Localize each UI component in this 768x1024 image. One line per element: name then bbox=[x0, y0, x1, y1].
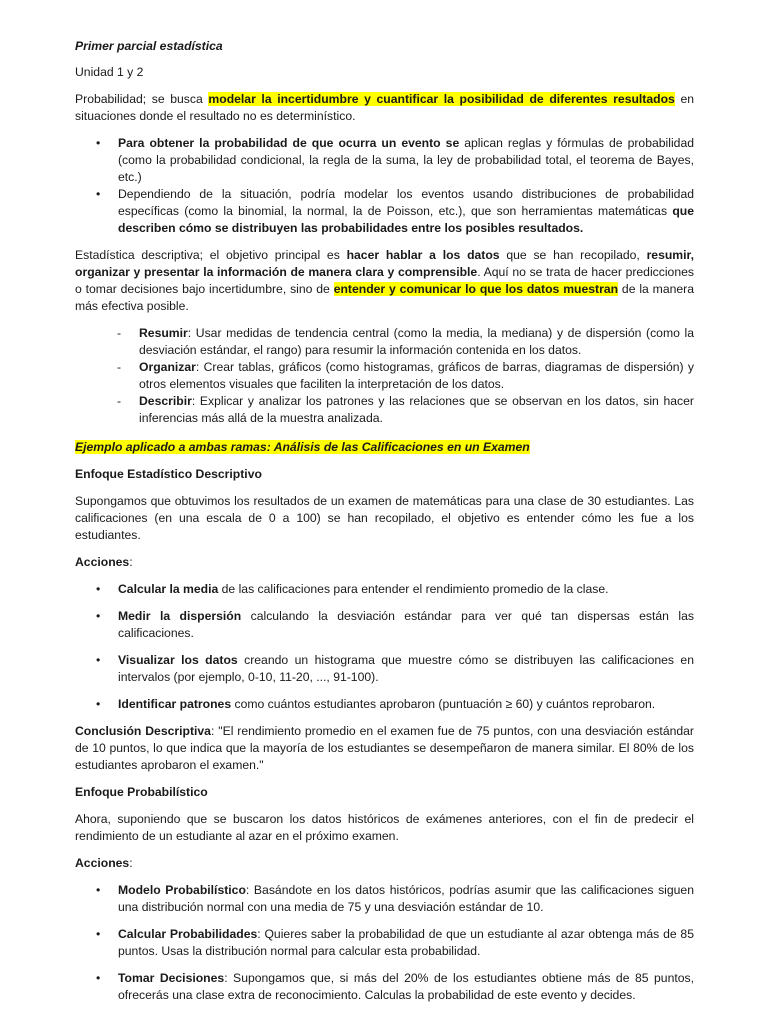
action-text: calculando la desviación estándar para ver qué tan dispersas están las calificaciones. bbox=[118, 609, 694, 640]
descriptive-conclusion bbox=[75, 723, 694, 774]
action-text: : Basándote en los datos históricos, podrías asumir que las calificaciones siguen una distribución normal con una media de 75 y una desviación estándar de 10. bbox=[118, 883, 694, 914]
list-item bbox=[75, 652, 694, 686]
descriptive-dash-list bbox=[75, 325, 694, 427]
actions-label-text: Acciones bbox=[75, 555, 130, 569]
list-item bbox=[75, 882, 694, 916]
item-text: : Crear tablas, gráficos (como histogramas, gráficos de barras, diagramas de dispersión) y otros elementos visuales que faciliten la interpretación de los datos. bbox=[139, 360, 694, 391]
example-title-text: Ejemplo aplicado a ambas ramas: Análisis de las Calificaciones en un Examen bbox=[75, 440, 530, 454]
bold-span: resumir, organizar y presentar la información de manera clara y comprensible bbox=[75, 248, 694, 279]
action-bold: Calcular Probabilidades bbox=[118, 927, 258, 941]
action-text: : Quieres saber la probabilidad de que un estudiante al azar obtenga más de 85 puntos. Usas la distribución normal para calcular esta probabilidad. bbox=[118, 927, 694, 958]
probabilistic-actions-label: Acciones: bbox=[75, 856, 133, 870]
probability-intro: Probabilidad; se busca bbox=[75, 92, 209, 106]
page-title: Primer parcial estadística bbox=[75, 39, 223, 53]
probabilistic-intro: Ahora, suponiendo que se buscaron los datos históricos de exámenes anteriores, con el fin de predecir el rendimiento de un estudiante al azar en el próximo examen. bbox=[75, 812, 694, 843]
conclusion-text: : "El rendimiento promedio en el examen fue de 75 puntos, con una desviación estándar de 10 puntos, lo que indica que la mayoría de los estudiantes se desempeñaron de manera similar. El 80% de los estudiantes aprobaron el examen." bbox=[75, 724, 694, 772]
list-item bbox=[75, 359, 694, 393]
text-span: . Aquí no se trata de hacer predicciones o tomar decisiones bajo incertidumbre, sino de bbox=[75, 265, 694, 296]
probability-highlight: modelar la incertidumbre y cuantificar la posibilidad de diferentes resultados bbox=[208, 92, 675, 106]
bullet-icon: • bbox=[96, 883, 101, 897]
descriptive-heading: Enfoque Estadístico Descriptivo bbox=[75, 467, 262, 481]
action-bold: Visualizar los datos bbox=[118, 653, 238, 667]
action-bold: Identificar patrones bbox=[118, 697, 232, 711]
bullet-icon: • bbox=[96, 136, 101, 150]
action-bold: Medir la dispersión bbox=[118, 609, 242, 623]
dash-icon: - bbox=[117, 394, 122, 408]
action-bold: Calcular la media bbox=[118, 582, 219, 596]
item-text: : Usar medidas de tendencia central (como la media, la mediana) y de dispersión (como la desviación estándar, el rango) para resumir la información contenida en los datos. bbox=[139, 326, 694, 357]
list-item bbox=[75, 608, 694, 642]
probability-bullet-list bbox=[75, 135, 694, 237]
bullet-text: Dependiendo de la situación, podría modelar los eventos usando distribuciones de probabilidad específicas (como la binomial, la normal, la de Poisson, etc.), que son herramientas matemáticas bbox=[118, 187, 694, 218]
list-item bbox=[75, 393, 694, 427]
dash-icon: - bbox=[117, 360, 122, 374]
item-label: Organizar bbox=[139, 360, 196, 374]
list-item bbox=[75, 926, 694, 960]
bullet-icon: • bbox=[96, 971, 101, 985]
action-text: como cuántos estudiantes aprobaron (puntuación ≥ 60) y cuántos reprobaron. bbox=[231, 697, 656, 711]
descriptive-actions-label: Acciones: bbox=[75, 555, 133, 569]
list-item bbox=[75, 325, 694, 359]
text-span: de la manera más efectiva posible. bbox=[75, 282, 694, 313]
item-label: Resumir bbox=[139, 326, 188, 340]
bullet-icon: • bbox=[96, 582, 101, 596]
list-item bbox=[75, 696, 694, 713]
bullet-bold-text: Para obtener la probabilidad de que ocurra un evento se bbox=[118, 136, 460, 150]
action-text: creando un histograma que muestre cómo se distribuyen las calificaciones en intervalos (por ejemplo, 0-10, 11-20, ..., 91-100). bbox=[118, 653, 694, 684]
example-title bbox=[75, 439, 694, 456]
action-bold: Modelo Probabilístico bbox=[118, 883, 246, 897]
action-text: : Supongamos que, si más del 20% de los estudiantes obtiene más de 85 puntos, ofrecerás una clase extra de reconocimiento. Calculas la probabilidad de este evento y decides. bbox=[118, 971, 694, 1002]
descriptive-statistics-paragraph bbox=[75, 247, 694, 315]
text-span: que se han recopilado, bbox=[499, 248, 647, 262]
probabilistic-actions-list bbox=[75, 882, 694, 1004]
conclusion-label: Conclusión Descriptiva bbox=[75, 724, 211, 738]
bullet-icon: • bbox=[96, 697, 101, 711]
item-label: Describir bbox=[139, 394, 192, 408]
probabilistic-heading: Enfoque Probabilístico bbox=[75, 785, 208, 799]
descriptive-actions-list bbox=[75, 581, 694, 713]
bullet-icon: • bbox=[96, 653, 101, 667]
bullet-icon: • bbox=[96, 609, 101, 623]
list-item bbox=[75, 581, 694, 598]
text-span: Estadística descriptiva; el objetivo principal es bbox=[75, 248, 347, 262]
bold-span: hacer hablar a los datos bbox=[346, 248, 500, 262]
dash-icon: - bbox=[117, 326, 122, 340]
bullet-icon: • bbox=[96, 187, 101, 201]
unit-label: Unidad 1 y 2 bbox=[75, 65, 144, 79]
item-text: : Explicar y analizar los patrones y las relaciones que se observan en los datos, sin hacer inferencias más allá de la muestra analizada. bbox=[139, 394, 694, 425]
bullet-text: aplican reglas y fórmulas de probabilidad (como la probabilidad condicional, la regla de la suma, la ley de probabilidad total, el teorema de Bayes, etc.) bbox=[118, 136, 694, 184]
action-bold: Tomar Decisiones bbox=[118, 971, 225, 985]
descriptive-intro: Supongamos que obtuvimos los resultados de un examen de matemáticas para una clase de 30 estudiantes. Las calificaciones (en una escala de 0 a 100) se han recopilado, el objetivo es entender cómo les fue a los estudiantes. bbox=[75, 494, 694, 542]
action-text: de las calificaciones para entender el rendimiento promedio de la clase. bbox=[218, 582, 609, 596]
list-item bbox=[75, 135, 694, 186]
probability-paragraph bbox=[75, 91, 694, 125]
bullet-icon: • bbox=[96, 927, 101, 941]
list-item bbox=[75, 186, 694, 237]
probability-outro: en situaciones donde el resultado no es determinístico. bbox=[75, 92, 695, 123]
descriptive-highlight: entender y comunicar lo que los datos muestran bbox=[333, 282, 619, 296]
list-item bbox=[75, 970, 694, 1004]
actions-label-text: Acciones bbox=[75, 856, 130, 870]
bullet-bold-text: que describen cómo se distribuyen las probabilidades entre los posibles resultados. bbox=[118, 204, 694, 235]
